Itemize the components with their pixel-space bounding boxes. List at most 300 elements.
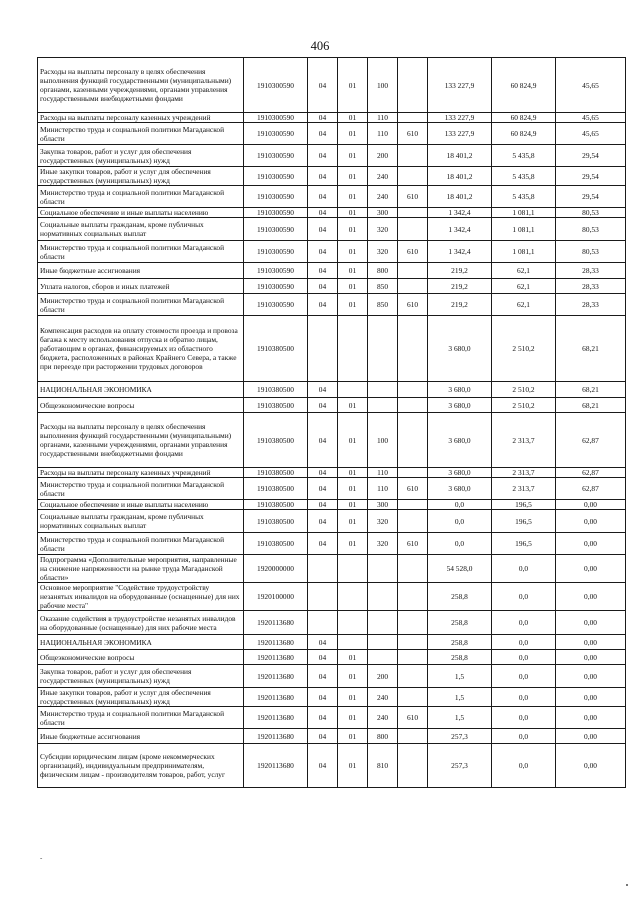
table-row bbox=[38, 113, 626, 123]
row-fact-cell: 2 510,2 bbox=[492, 316, 556, 382]
row-expense-type-cell: 800 bbox=[368, 729, 398, 744]
row-plan-cell: 3 680,0 bbox=[428, 413, 492, 468]
table-row bbox=[38, 382, 626, 398]
row-plan-cell: 3 680,0 bbox=[428, 478, 492, 500]
row-admin-code-cell: 610 bbox=[398, 241, 428, 263]
row-csr-cell: 1910300590 bbox=[244, 218, 308, 241]
row-csr-cell: 1910380500 bbox=[244, 468, 308, 478]
row-plan-cell: 1,5 bbox=[428, 707, 492, 729]
page-number: 406 bbox=[310, 39, 330, 53]
row-fact-cell: 196,5 bbox=[492, 510, 556, 533]
row-fact-cell: 60 824,9 bbox=[492, 113, 556, 123]
table-row bbox=[38, 167, 626, 186]
row-csr-cell: 1910300590 bbox=[244, 263, 308, 279]
row-fact-cell: 2 313,7 bbox=[492, 468, 556, 478]
row-admin-code-cell: 610 bbox=[398, 707, 428, 729]
table-row bbox=[38, 145, 626, 167]
row-percent-cell: 80,53 bbox=[556, 208, 626, 218]
row-name-cell: Закупка товаров, работ и услуг для обеспечения государственных (муниципальных) нужд bbox=[38, 145, 244, 167]
row-fact-cell: 5 435,8 bbox=[492, 167, 556, 186]
row-percent-cell: 0,00 bbox=[556, 500, 626, 510]
row-expense-type-cell: 810 bbox=[368, 744, 398, 788]
row-expense-type-cell bbox=[368, 611, 398, 635]
row-csr-cell: 1910380500 bbox=[244, 500, 308, 510]
row-admin-code-cell bbox=[398, 263, 428, 279]
row-fact-cell: 0,0 bbox=[492, 583, 556, 611]
row-expense-type-cell bbox=[368, 555, 398, 583]
row-fact-cell: 0,0 bbox=[492, 665, 556, 688]
row-fact-cell: 60 824,9 bbox=[492, 123, 556, 145]
row-fact-cell: 196,5 bbox=[492, 533, 556, 555]
row-csr-cell: 1910380500 bbox=[244, 398, 308, 413]
row-fact-cell: 0,0 bbox=[492, 729, 556, 744]
row-expense-type-cell: 850 bbox=[368, 294, 398, 316]
row-csr-cell: 1920000000 bbox=[244, 555, 308, 583]
row-fact-cell: 1 081,1 bbox=[492, 218, 556, 241]
row-name-cell: Министерство труда и социальной политики Магаданской области bbox=[38, 186, 244, 208]
row-percent-cell: 0,00 bbox=[556, 611, 626, 635]
row-plan-cell: 0,0 bbox=[428, 510, 492, 533]
row-expense-type-cell: 800 bbox=[368, 263, 398, 279]
row-percent-cell: 68,21 bbox=[556, 382, 626, 398]
row-expense-type-cell bbox=[368, 316, 398, 382]
row-expense-type-cell: 110 bbox=[368, 123, 398, 145]
row-admin-code-cell bbox=[398, 650, 428, 665]
row-name-cell: Министерство труда и социальной политики Магаданской области bbox=[38, 533, 244, 555]
row-csr-cell: 1920113680 bbox=[244, 611, 308, 635]
row-section-cell: 04 bbox=[308, 707, 338, 729]
row-plan-cell: 0,0 bbox=[428, 500, 492, 510]
row-section-cell: 04 bbox=[308, 123, 338, 145]
row-subsection-cell bbox=[338, 382, 368, 398]
row-plan-cell: 257,3 bbox=[428, 729, 492, 744]
row-percent-cell: 28,33 bbox=[556, 263, 626, 279]
row-section-cell: 04 bbox=[308, 650, 338, 665]
table-row bbox=[38, 413, 626, 468]
row-percent-cell: 0,00 bbox=[556, 555, 626, 583]
row-plan-cell: 18 401,2 bbox=[428, 167, 492, 186]
row-admin-code-cell bbox=[398, 688, 428, 707]
row-section-cell: 04 bbox=[308, 744, 338, 788]
row-plan-cell: 1 342,4 bbox=[428, 208, 492, 218]
row-name-cell: Социальные выплаты гражданам, кроме публичных нормативных социальных выплат bbox=[38, 510, 244, 533]
row-subsection-cell: 01 bbox=[338, 729, 368, 744]
row-csr-cell: 1920113680 bbox=[244, 665, 308, 688]
row-percent-cell: 0,00 bbox=[556, 665, 626, 688]
row-section-cell bbox=[308, 555, 338, 583]
row-name-cell: Иные закупки товаров, работ и услуг для обеспечения государственных (муниципальных) нужд bbox=[38, 688, 244, 707]
row-csr-cell: 1920113680 bbox=[244, 650, 308, 665]
row-csr-cell: 1910380500 bbox=[244, 413, 308, 468]
row-subsection-cell: 01 bbox=[338, 123, 368, 145]
row-name-cell: Министерство труда и социальной политики Магаданской области bbox=[38, 241, 244, 263]
row-name-cell: Министерство труда и социальной политики Магаданской области bbox=[38, 294, 244, 316]
row-admin-code-cell bbox=[398, 729, 428, 744]
row-fact-cell: 1 081,1 bbox=[492, 241, 556, 263]
table-row bbox=[38, 510, 626, 533]
row-section-cell: 04 bbox=[308, 729, 338, 744]
row-percent-cell: 0,00 bbox=[556, 729, 626, 744]
row-plan-cell: 18 401,2 bbox=[428, 145, 492, 167]
row-fact-cell: 0,0 bbox=[492, 611, 556, 635]
row-plan-cell: 3 680,0 bbox=[428, 398, 492, 413]
row-admin-code-cell: 610 bbox=[398, 123, 428, 145]
table-row bbox=[38, 478, 626, 500]
row-section-cell: 04 bbox=[308, 145, 338, 167]
row-section-cell bbox=[308, 583, 338, 611]
row-expense-type-cell bbox=[368, 635, 398, 650]
row-plan-cell: 219,2 bbox=[428, 294, 492, 316]
row-csr-cell: 1910300590 bbox=[244, 145, 308, 167]
row-fact-cell: 2 510,2 bbox=[492, 382, 556, 398]
table-row bbox=[38, 186, 626, 208]
row-percent-cell: 62,87 bbox=[556, 468, 626, 478]
row-admin-code-cell bbox=[398, 145, 428, 167]
row-name-cell: Министерство труда и социальной политики Магаданской области bbox=[38, 123, 244, 145]
row-subsection-cell: 01 bbox=[338, 241, 368, 263]
row-section-cell bbox=[308, 611, 338, 635]
scan-dot bbox=[626, 884, 628, 886]
row-name-cell: Министерство труда и социальной политики Магаданской области bbox=[38, 707, 244, 729]
row-expense-type-cell bbox=[368, 583, 398, 611]
row-section-cell: 04 bbox=[308, 665, 338, 688]
row-subsection-cell: 01 bbox=[338, 218, 368, 241]
row-name-cell: Уплата налогов, сборов и иных платежей bbox=[38, 279, 244, 294]
table-row bbox=[38, 729, 626, 744]
row-expense-type-cell: 240 bbox=[368, 186, 398, 208]
row-section-cell: 04 bbox=[308, 478, 338, 500]
row-subsection-cell: 01 bbox=[338, 263, 368, 279]
row-admin-code-cell bbox=[398, 413, 428, 468]
row-name-cell: НАЦИОНАЛЬНАЯ ЭКОНОМИКА bbox=[38, 635, 244, 650]
table-row bbox=[38, 263, 626, 279]
row-fact-cell: 0,0 bbox=[492, 688, 556, 707]
row-fact-cell: 62,1 bbox=[492, 294, 556, 316]
row-csr-cell: 1910300590 bbox=[244, 279, 308, 294]
row-subsection-cell: 01 bbox=[338, 665, 368, 688]
row-subsection-cell: 01 bbox=[338, 510, 368, 533]
row-admin-code-cell bbox=[398, 611, 428, 635]
row-expense-type-cell: 110 bbox=[368, 478, 398, 500]
row-subsection-cell: 01 bbox=[338, 468, 368, 478]
row-percent-cell: 0,00 bbox=[556, 707, 626, 729]
row-admin-code-cell bbox=[398, 583, 428, 611]
row-csr-cell: 1910300590 bbox=[244, 123, 308, 145]
row-subsection-cell: 01 bbox=[338, 478, 368, 500]
row-percent-cell: 0,00 bbox=[556, 744, 626, 788]
row-expense-type-cell bbox=[368, 382, 398, 398]
row-plan-cell: 1 342,4 bbox=[428, 218, 492, 241]
row-fact-cell: 60 824,9 bbox=[492, 58, 556, 113]
row-plan-cell: 133 227,9 bbox=[428, 123, 492, 145]
row-fact-cell: 62,1 bbox=[492, 263, 556, 279]
row-name-cell: Субсидии юридическим лицам (кроме некоммерческих организаций), индивидуальным предпринимателям, физическим лицам - производителям товаров, работ, услуг bbox=[38, 744, 244, 788]
row-plan-cell: 257,3 bbox=[428, 744, 492, 788]
row-name-cell: Министерство труда и социальной политики Магаданской области bbox=[38, 478, 244, 500]
row-admin-code-cell bbox=[398, 398, 428, 413]
row-expense-type-cell: 240 bbox=[368, 167, 398, 186]
row-plan-cell: 1,5 bbox=[428, 665, 492, 688]
row-section-cell: 04 bbox=[308, 186, 338, 208]
row-csr-cell: 1910380500 bbox=[244, 510, 308, 533]
row-section-cell: 04 bbox=[308, 688, 338, 707]
row-csr-cell: 1910300590 bbox=[244, 58, 308, 113]
row-csr-cell: 1910300590 bbox=[244, 241, 308, 263]
row-expense-type-cell bbox=[368, 650, 398, 665]
row-plan-cell: 1 342,4 bbox=[428, 241, 492, 263]
row-admin-code-cell bbox=[398, 744, 428, 788]
row-subsection-cell: 01 bbox=[338, 145, 368, 167]
row-section-cell: 04 bbox=[308, 533, 338, 555]
row-percent-cell: 80,53 bbox=[556, 241, 626, 263]
row-subsection-cell bbox=[338, 555, 368, 583]
row-subsection-cell: 01 bbox=[338, 398, 368, 413]
row-percent-cell: 0,00 bbox=[556, 688, 626, 707]
row-fact-cell: 0,0 bbox=[492, 555, 556, 583]
row-expense-type-cell: 300 bbox=[368, 500, 398, 510]
row-subsection-cell: 01 bbox=[338, 413, 368, 468]
row-percent-cell: 0,00 bbox=[556, 533, 626, 555]
row-name-cell: Социальные выплаты гражданам, кроме публичных нормативных социальных выплат bbox=[38, 218, 244, 241]
row-expense-type-cell: 100 bbox=[368, 58, 398, 113]
row-plan-cell: 3 680,0 bbox=[428, 468, 492, 478]
row-subsection-cell: 01 bbox=[338, 707, 368, 729]
row-expense-type-cell: 200 bbox=[368, 665, 398, 688]
row-section-cell: 04 bbox=[308, 279, 338, 294]
row-percent-cell: 28,33 bbox=[556, 279, 626, 294]
row-section-cell: 04 bbox=[308, 167, 338, 186]
row-expense-type-cell bbox=[368, 398, 398, 413]
table-row bbox=[38, 398, 626, 413]
row-plan-cell: 3 680,0 bbox=[428, 316, 492, 382]
row-admin-code-cell: 610 bbox=[398, 294, 428, 316]
row-csr-cell: 1920113680 bbox=[244, 707, 308, 729]
row-fact-cell: 1 081,1 bbox=[492, 208, 556, 218]
row-admin-code-cell bbox=[398, 635, 428, 650]
row-name-cell: Иные бюджетные ассигнования bbox=[38, 729, 244, 744]
table-row bbox=[38, 707, 626, 729]
row-percent-cell: 29,54 bbox=[556, 186, 626, 208]
row-expense-type-cell: 850 bbox=[368, 279, 398, 294]
row-name-cell: Компенсация расходов на оплату стоимости проезда и провоза багажа к месту использования отпуска и обратно лицам, работающим в органах, финансируемых из областного бюджета, расположенных в районах Крайнего Севера, а также при переезде при расторжении трудовых договоров bbox=[38, 316, 244, 382]
row-percent-cell: 28,33 bbox=[556, 294, 626, 316]
row-section-cell: 04 bbox=[308, 398, 338, 413]
row-name-cell: Закупка товаров, работ и услуг для обеспечения государственных (муниципальных) нужд bbox=[38, 665, 244, 688]
table-row bbox=[38, 218, 626, 241]
row-name-cell: НАЦИОНАЛЬНАЯ ЭКОНОМИКА bbox=[38, 382, 244, 398]
row-section-cell: 04 bbox=[308, 208, 338, 218]
row-admin-code-cell bbox=[398, 218, 428, 241]
table-row bbox=[38, 500, 626, 510]
row-subsection-cell: 01 bbox=[338, 744, 368, 788]
row-subsection-cell: 01 bbox=[338, 500, 368, 510]
row-percent-cell: 29,54 bbox=[556, 167, 626, 186]
row-csr-cell: 1910300590 bbox=[244, 113, 308, 123]
row-plan-cell: 54 528,0 bbox=[428, 555, 492, 583]
row-fact-cell: 2 510,2 bbox=[492, 398, 556, 413]
row-admin-code-cell bbox=[398, 468, 428, 478]
row-admin-code-cell bbox=[398, 208, 428, 218]
row-percent-cell: 0,00 bbox=[556, 583, 626, 611]
table-row bbox=[38, 58, 626, 113]
table-row bbox=[38, 744, 626, 788]
row-section-cell: 04 bbox=[308, 241, 338, 263]
table-row bbox=[38, 208, 626, 218]
row-name-cell: Общеэкономические вопросы bbox=[38, 650, 244, 665]
row-subsection-cell: 01 bbox=[338, 688, 368, 707]
row-expense-type-cell: 110 bbox=[368, 113, 398, 123]
table-row bbox=[38, 665, 626, 688]
table-row bbox=[38, 611, 626, 635]
row-csr-cell: 1920113680 bbox=[244, 688, 308, 707]
row-admin-code-cell bbox=[398, 382, 428, 398]
row-section-cell: 04 bbox=[308, 500, 338, 510]
row-admin-code-cell bbox=[398, 279, 428, 294]
row-subsection-cell: 01 bbox=[338, 58, 368, 113]
row-plan-cell: 18 401,2 bbox=[428, 186, 492, 208]
row-plan-cell: 258,8 bbox=[428, 583, 492, 611]
row-csr-cell: 1910300590 bbox=[244, 186, 308, 208]
row-expense-type-cell: 110 bbox=[368, 468, 398, 478]
row-plan-cell: 219,2 bbox=[428, 279, 492, 294]
row-fact-cell: 2 313,7 bbox=[492, 413, 556, 468]
row-subsection-cell: 01 bbox=[338, 533, 368, 555]
row-percent-cell: 62,87 bbox=[556, 478, 626, 500]
row-plan-cell: 133 227,9 bbox=[428, 58, 492, 113]
row-section-cell: 04 bbox=[308, 510, 338, 533]
row-admin-code-cell bbox=[398, 500, 428, 510]
row-csr-cell: 1920113680 bbox=[244, 729, 308, 744]
row-section-cell: 04 bbox=[308, 382, 338, 398]
row-section-cell bbox=[308, 316, 338, 382]
table-row bbox=[38, 635, 626, 650]
row-name-cell: Подпрограмма «Дополнительные мероприятия, направленные на снижение напряженности на рынке труда Магаданской области» bbox=[38, 555, 244, 583]
row-percent-cell: 45,65 bbox=[556, 123, 626, 145]
row-admin-code-cell: 610 bbox=[398, 186, 428, 208]
row-subsection-cell: 01 bbox=[338, 208, 368, 218]
table-row bbox=[38, 316, 626, 382]
row-expense-type-cell: 320 bbox=[368, 510, 398, 533]
row-fact-cell: 2 313,7 bbox=[492, 478, 556, 500]
row-section-cell: 04 bbox=[308, 635, 338, 650]
table-row bbox=[38, 688, 626, 707]
row-plan-cell: 133 227,9 bbox=[428, 113, 492, 123]
row-csr-cell: 1910300590 bbox=[244, 167, 308, 186]
row-name-cell: Общеэкономические вопросы bbox=[38, 398, 244, 413]
table-row bbox=[38, 650, 626, 665]
row-fact-cell: 0,0 bbox=[492, 635, 556, 650]
row-section-cell: 04 bbox=[308, 413, 338, 468]
row-plan-cell: 3 680,0 bbox=[428, 382, 492, 398]
row-fact-cell: 0,0 bbox=[492, 650, 556, 665]
row-percent-cell: 80,53 bbox=[556, 218, 626, 241]
row-percent-cell: 45,65 bbox=[556, 58, 626, 113]
row-plan-cell: 258,8 bbox=[428, 611, 492, 635]
row-csr-cell: 1920113680 bbox=[244, 635, 308, 650]
row-admin-code-cell bbox=[398, 113, 428, 123]
row-admin-code-cell: 610 bbox=[398, 478, 428, 500]
row-expense-type-cell: 320 bbox=[368, 241, 398, 263]
row-section-cell: 04 bbox=[308, 468, 338, 478]
row-subsection-cell: 01 bbox=[338, 650, 368, 665]
row-expense-type-cell: 100 bbox=[368, 413, 398, 468]
row-fact-cell: 196,5 bbox=[492, 500, 556, 510]
row-admin-code-cell bbox=[398, 665, 428, 688]
row-fact-cell: 5 435,8 bbox=[492, 145, 556, 167]
row-admin-code-cell bbox=[398, 167, 428, 186]
row-section-cell: 04 bbox=[308, 263, 338, 279]
row-admin-code-cell: 610 bbox=[398, 533, 428, 555]
row-subsection-cell: 01 bbox=[338, 186, 368, 208]
row-expense-type-cell: 200 bbox=[368, 145, 398, 167]
scan-mark: - bbox=[40, 854, 43, 862]
row-expense-type-cell: 240 bbox=[368, 707, 398, 729]
row-section-cell: 04 bbox=[308, 218, 338, 241]
table-row bbox=[38, 583, 626, 611]
row-fact-cell: 0,0 bbox=[492, 744, 556, 788]
row-section-cell: 04 bbox=[308, 294, 338, 316]
row-subsection-cell: 01 bbox=[338, 279, 368, 294]
row-admin-code-cell bbox=[398, 58, 428, 113]
row-expense-type-cell: 240 bbox=[368, 688, 398, 707]
table-row bbox=[38, 279, 626, 294]
row-name-cell: Расходы на выплаты персоналу казенных учреждений bbox=[38, 113, 244, 123]
row-percent-cell: 68,21 bbox=[556, 398, 626, 413]
table-row bbox=[38, 468, 626, 478]
row-name-cell: Социальное обеспечение и иные выплаты населению bbox=[38, 500, 244, 510]
table-row bbox=[38, 294, 626, 316]
row-percent-cell: 0,00 bbox=[556, 635, 626, 650]
row-name-cell: Иные закупки товаров, работ и услуг для обеспечения государственных (муниципальных) нужд bbox=[38, 167, 244, 186]
table-row bbox=[38, 555, 626, 583]
row-csr-cell: 1910380500 bbox=[244, 478, 308, 500]
row-percent-cell: 0,00 bbox=[556, 510, 626, 533]
row-plan-cell: 0,0 bbox=[428, 533, 492, 555]
row-plan-cell: 1,5 bbox=[428, 688, 492, 707]
row-fact-cell: 5 435,8 bbox=[492, 186, 556, 208]
row-subsection-cell bbox=[338, 635, 368, 650]
row-subsection-cell: 01 bbox=[338, 294, 368, 316]
row-admin-code-cell bbox=[398, 555, 428, 583]
row-name-cell: Оказание содействия в трудоустройстве незанятых инвалидов на оборудованные (оснащенные) для них рабочие места bbox=[38, 611, 244, 635]
row-percent-cell: 62,87 bbox=[556, 413, 626, 468]
row-name-cell: Основное мероприятие "Содействие трудоустройству незанятых инвалидов на оборудованные (оснащенные) для них рабочие места" bbox=[38, 583, 244, 611]
row-csr-cell: 1910300590 bbox=[244, 294, 308, 316]
row-section-cell: 04 bbox=[308, 58, 338, 113]
row-expense-type-cell: 320 bbox=[368, 218, 398, 241]
row-percent-cell: 68,21 bbox=[556, 316, 626, 382]
row-admin-code-cell bbox=[398, 316, 428, 382]
row-csr-cell: 1920113680 bbox=[244, 744, 308, 788]
row-name-cell: Расходы на выплаты персоналу в целях обеспечения выполнения функций государственными (муниципальными) органами, казенными учреждениями, органами управления государственными внебюджетными фондами bbox=[38, 413, 244, 468]
row-percent-cell: 45,65 bbox=[556, 113, 626, 123]
row-name-cell: Расходы на выплаты персоналу казенных учреждений bbox=[38, 468, 244, 478]
row-csr-cell: 1910380500 bbox=[244, 382, 308, 398]
row-subsection-cell bbox=[338, 583, 368, 611]
row-csr-cell: 1910380500 bbox=[244, 316, 308, 382]
row-name-cell: Социальное обеспечение и иные выплаты населению bbox=[38, 208, 244, 218]
row-name-cell: Расходы на выплаты персоналу в целях обеспечения выполнения функций государственными (муниципальными) органами, казенными учреждениями, органами управления государственными внебюджетными фондами bbox=[38, 58, 244, 113]
table-row bbox=[38, 123, 626, 145]
row-percent-cell: 29,54 bbox=[556, 145, 626, 167]
row-fact-cell: 0,0 bbox=[492, 707, 556, 729]
row-plan-cell: 258,8 bbox=[428, 650, 492, 665]
row-csr-cell: 1920100000 bbox=[244, 583, 308, 611]
row-name-cell: Иные бюджетные ассигнования bbox=[38, 263, 244, 279]
row-section-cell: 04 bbox=[308, 113, 338, 123]
table-row bbox=[38, 533, 626, 555]
row-percent-cell: 0,00 bbox=[556, 650, 626, 665]
